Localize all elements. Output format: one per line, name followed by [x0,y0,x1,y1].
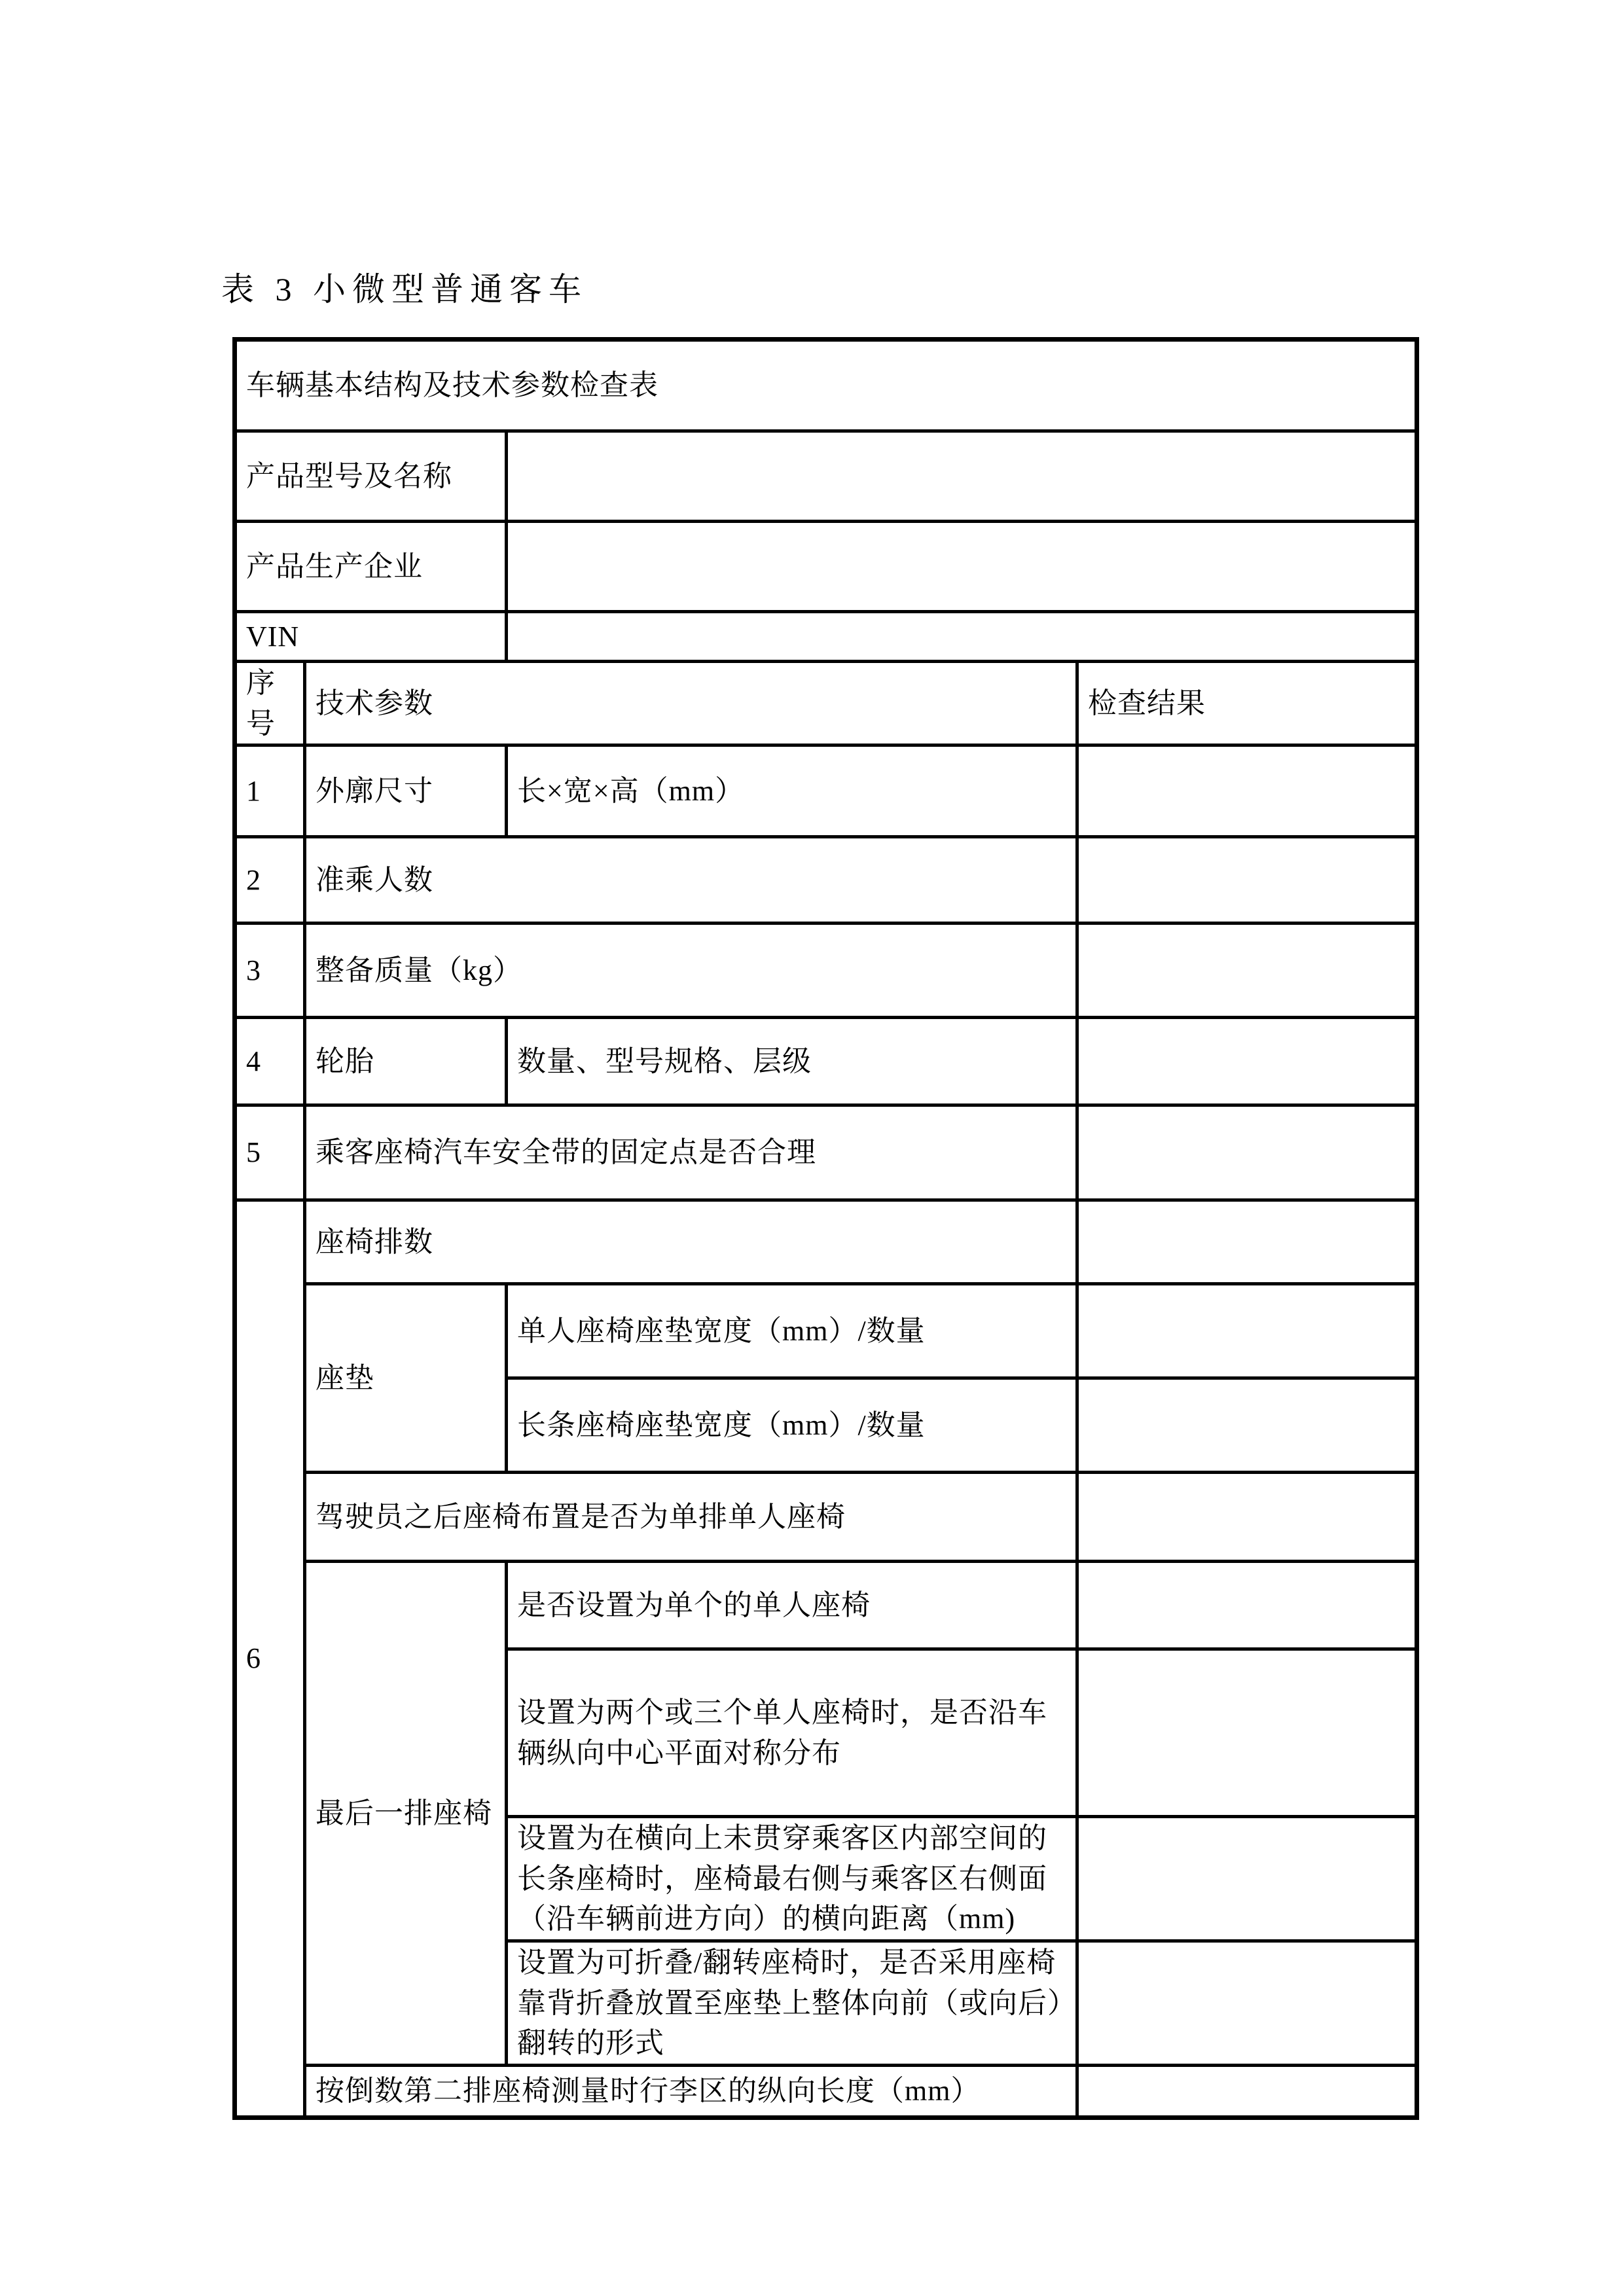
table-row [235,1105,1417,1200]
table-row [235,1018,1417,1105]
table-row [235,522,1417,612]
luggage-length-result [1077,2065,1417,2117]
table-row [235,2065,1417,2117]
table-row [235,431,1417,522]
row5-result [1077,1105,1417,1200]
document-title: 表 3 小微型普通客车 [221,271,588,308]
product-model-label: 产品型号及名称 [235,431,507,522]
single-seat-cushion-param: 单人座椅座垫宽度（mm）/数量 [507,1284,1077,1378]
row4-result [1077,1018,1417,1105]
foldable-seat-param: 设置为可折叠/翻转座椅时，是否采用座椅靠背折叠放置至座垫上整体向前（或向后）翻转的形式 [507,1941,1077,2065]
luggage-length-param: 按倒数第二排座椅测量时行李区的纵向长度（mm） [305,2065,1077,2117]
vin-label: VIN [235,612,507,662]
row2-num: 2 [235,837,305,924]
row5-param: 乘客座椅汽车安全带的固定点是否合理 [305,1105,1077,1200]
product-model-value [507,431,1417,522]
manufacturer-value [507,522,1417,612]
row1-param: 长×宽×高（mm） [507,745,1077,837]
row3-num: 3 [235,924,305,1018]
table-row [235,1284,1417,1378]
table-row [235,612,1417,662]
bench-lateral-distance-result [1077,1817,1417,1941]
row1-result [1077,745,1417,837]
bench-seat-cushion-result [1077,1378,1417,1473]
row3-param: 整备质量（kg） [305,924,1077,1018]
row4-num: 4 [235,1018,305,1105]
single-individual-seat-param: 是否设置为单个的单人座椅 [507,1562,1077,1649]
table-row [235,1473,1417,1562]
row2-result [1077,837,1417,924]
col-header-result: 检查结果 [1077,662,1417,745]
row6-num: 6 [235,1200,305,2118]
table-header-row [235,662,1417,745]
col-header-num: 序号 [235,662,305,745]
bench-seat-cushion-param: 长条座椅座垫宽度（mm）/数量 [507,1378,1077,1473]
col-header-param: 技术参数 [305,662,1077,745]
row5-num: 5 [235,1105,305,1200]
row1-label: 外廓尺寸 [305,745,507,837]
cushion-label: 座垫 [305,1284,507,1473]
manufacturer-label: 产品生产企业 [235,522,507,612]
table-row [235,340,1417,431]
bench-lateral-distance-param: 设置为在横向上未贯穿乘客区内部空间的长条座椅时，座椅最右侧与乘客区右侧面（沿车辆前进方向）的横向距离（mm) [507,1817,1077,1941]
row4-label: 轮胎 [305,1018,507,1105]
table-row [235,924,1417,1018]
seat-rows-param: 座椅排数 [305,1200,1077,1284]
row1-num: 1 [235,745,305,837]
inspection-table [232,337,1419,2120]
table-title: 车辆基本结构及技术参数检查表 [235,340,1417,431]
table-row [235,1562,1417,1649]
single-individual-seat-result [1077,1562,1417,1649]
behind-driver-result [1077,1473,1417,1562]
two-three-seats-param: 设置为两个或三个单人座椅时，是否沿车辆纵向中心平面对称分布 [507,1649,1077,1817]
table-row [235,837,1417,924]
behind-driver-param: 驾驶员之后座椅布置是否为单排单人座椅 [305,1473,1077,1562]
row4-param: 数量、型号规格、层级 [507,1018,1077,1105]
table-row [235,745,1417,837]
row3-result [1077,924,1417,1018]
two-three-seats-result [1077,1649,1417,1817]
single-seat-cushion-result [1077,1284,1417,1378]
foldable-seat-result [1077,1941,1417,2065]
last-row-seat-label: 最后一排座椅 [305,1562,507,2066]
seat-rows-result [1077,1200,1417,1284]
row2-param: 准乘人数 [305,837,1077,924]
vin-value [507,612,1417,662]
table-row [235,1200,1417,1284]
